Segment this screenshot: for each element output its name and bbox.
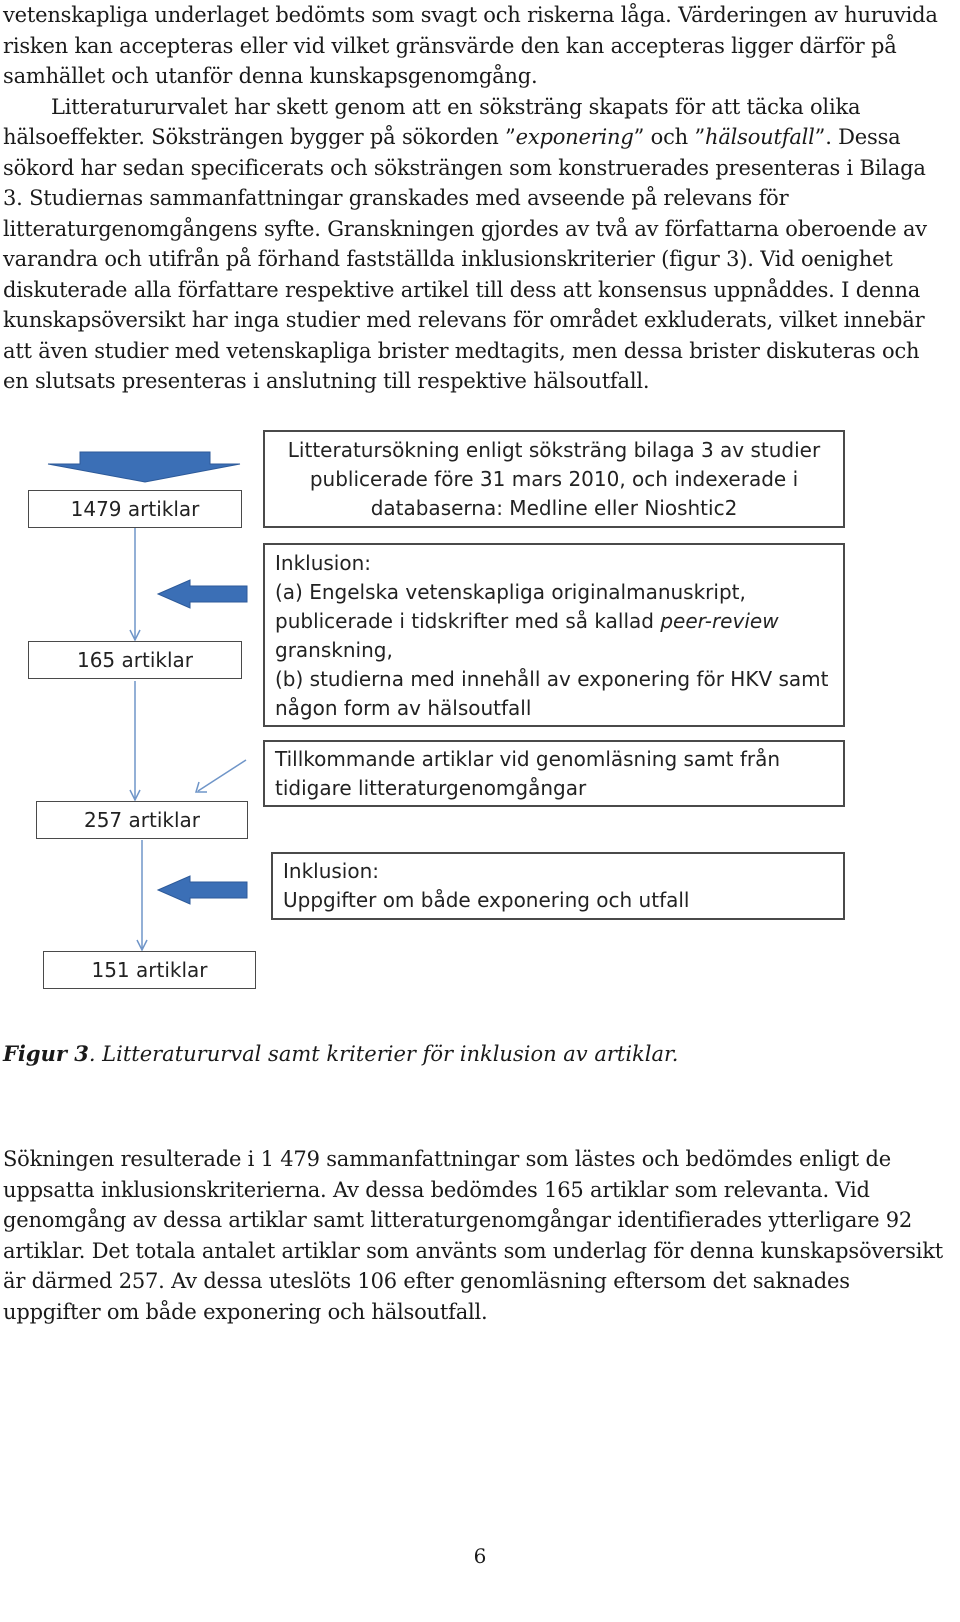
paragraph-2-text-c: ”. Dessa sökord har sedan specificerats och söksträngen som konstruerades presenteras i Bilaga 3. Studiernas sammanfattningar granskades med avseende på relevans för litteraturgenomgångens syfte. Granskningen gjordes av två av författarna oberoende av varandra och utifrån på förhand fastställda inklusionskriterier (figur 3). Vid oenighet diskuterade alla författare respektive artikel till dess att konsensus uppnåddes. I denna kunskapsöversikt har inga studier med relevans för området exkluderats, vilket innebär att även studier med vetenskapliga brister medtagits, men dessa brister diskuteras och en slutsats presenteras i anslutning till respektive hälsoutfall. — [3, 125, 927, 393]
count-box-1479: 1479 artiklar — [28, 490, 242, 528]
search-box: Litteratursökning enligt söksträng bilaga 3 av studier publicerade före 31 mars 2010, och indexerade i databaserna: Medline eller Nioshtic2 — [263, 430, 845, 528]
left-arrow-icon-1 — [158, 580, 247, 608]
keyword-health-outcome: hälsoutfall — [705, 125, 815, 149]
additional-articles-box: Tillkommande artiklar vid genomläsning samt från tidigare litteraturgenomgångar — [263, 740, 845, 807]
diagonal-arrow-line — [198, 760, 246, 791]
count-box-257: 257 artiklar — [36, 801, 248, 839]
paragraph-results — [3, 1144, 951, 1327]
count-box-151: 151 artiklar — [43, 951, 256, 989]
figure-caption: Figur 3. Litteratururval samt kriterier för inklusion av artiklar. — [3, 1041, 679, 1066]
paragraph-2-text-a: Litteratururvalet har skett genom att en söksträng skapats för att täcka olika hälsoeffekter. Söksträngen bygger på sökorden ” — [3, 94, 861, 149]
inclusion-criteria-box-1: Inklusion: (a) Engelska vetenskapliga originalmanuskript, publicerade i tidskrifter med så kallad peer-review granskning, (b) studierna med innehåll av exponering för HKV samt någon form av hälsoutfall — [263, 543, 845, 727]
paragraph-3-text: Sökningen resulterade i 1 479 sammanfattningar som lästes och bedömdes enligt de uppsatta inklusionskriterierna. Av dessa bedömdes 165 artiklar som relevanta. Vid genomgång av dessa artiklar samt litteraturgenomgångar identifierades ytterligare 92 artiklar. Det totala antalet artiklar som använts som underlag för denna kunskapsöversikt är därmed 257. Av dessa uteslöts 106 efter genomläsning eftersom det saknades uppgifter om både exponering och hälsoutfall. — [3, 1147, 944, 1324]
page-number: 6 — [473, 1544, 487, 1568]
paragraph-1-text: vetenskapliga underlaget bedömts som svagt och riskerna låga. Värderingen av huruvida risken kan accepteras eller vid vilket gränsvärde den kan accepteras ligger därför på samhället och utanför denna kunskapsgenomgång. — [3, 3, 938, 88]
count-box-165: 165 artiklar — [28, 641, 242, 679]
keyword-exposure: exponering — [515, 125, 634, 149]
left-arrow-icon-2 — [158, 876, 247, 904]
inclusion-criteria-box-2: Inklusion: Uppgifter om både exponering och utfall — [271, 852, 845, 920]
flowchart — [0, 430, 960, 1030]
paragraph-2-text-b: ” och ” — [633, 125, 705, 149]
paragraph-intro — [3, 0, 951, 397]
down-arrow-icon — [48, 452, 240, 482]
